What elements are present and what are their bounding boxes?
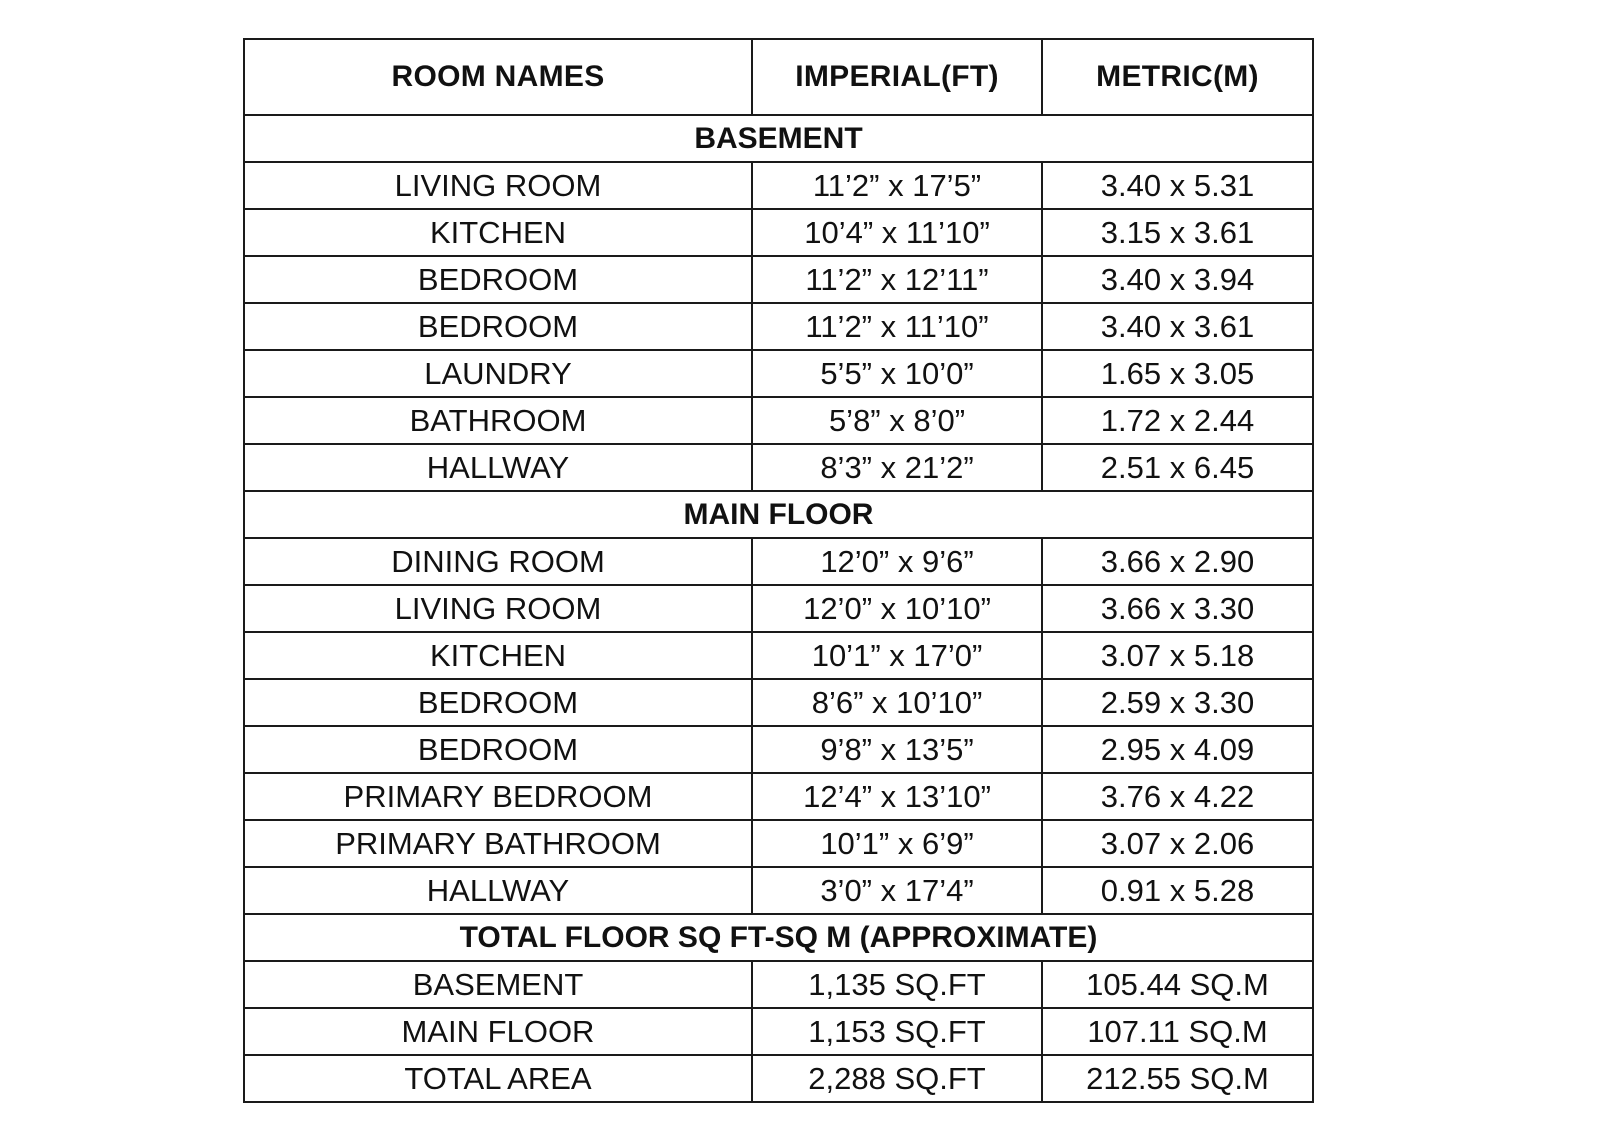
imperial-value: 8’3” x 21’2” (752, 444, 1042, 491)
metric-value: 3.66 x 3.30 (1042, 585, 1313, 632)
header-metric: METRIC(M) (1042, 39, 1313, 115)
area-label: MAIN FLOOR (244, 1008, 752, 1055)
room-dimensions-table (243, 38, 1314, 1103)
table-row (244, 444, 1313, 491)
room-name: PRIMARY BATHROOM (244, 820, 752, 867)
imperial-value: 8’6” x 10’10” (752, 679, 1042, 726)
section-totals (244, 914, 1313, 961)
table-row (244, 679, 1313, 726)
metric-value: 1.65 x 3.05 (1042, 350, 1313, 397)
metric-value: 2.59 x 3.30 (1042, 679, 1313, 726)
imperial-value: 11’2” x 12’11” (752, 256, 1042, 303)
imperial-value: 12’0” x 9’6” (752, 538, 1042, 585)
table-row (244, 256, 1313, 303)
imperial-area: 1,153 SQ.FT (752, 1008, 1042, 1055)
room-name: BEDROOM (244, 256, 752, 303)
metric-value: 1.72 x 2.44 (1042, 397, 1313, 444)
table-row (244, 632, 1313, 679)
table-row (244, 961, 1313, 1008)
room-name: KITCHEN (244, 209, 752, 256)
table-row (244, 1055, 1313, 1102)
room-name: PRIMARY BEDROOM (244, 773, 752, 820)
table-row (244, 1008, 1313, 1055)
table-header (244, 39, 1313, 115)
table-row (244, 303, 1313, 350)
imperial-value: 11’2” x 17’5” (752, 162, 1042, 209)
metric-value: 0.91 x 5.28 (1042, 867, 1313, 914)
metric-area: 107.11 SQ.M (1042, 1008, 1313, 1055)
room-name: BEDROOM (244, 303, 752, 350)
metric-value: 2.51 x 6.45 (1042, 444, 1313, 491)
metric-value: 3.15 x 3.61 (1042, 209, 1313, 256)
imperial-value: 10’1” x 17’0” (752, 632, 1042, 679)
room-name: BEDROOM (244, 726, 752, 773)
room-name: HALLWAY (244, 444, 752, 491)
header-room-names: ROOM NAMES (244, 39, 752, 115)
area-label: BASEMENT (244, 961, 752, 1008)
table-row (244, 726, 1313, 773)
metric-value: 3.07 x 2.06 (1042, 820, 1313, 867)
room-name: BATHROOM (244, 397, 752, 444)
section-basement (244, 115, 1313, 162)
section-title: MAIN FLOOR (244, 491, 1313, 538)
area-label: TOTAL AREA (244, 1055, 752, 1102)
header-row (244, 39, 1313, 115)
imperial-value: 12’4” x 13’10” (752, 773, 1042, 820)
imperial-area: 1,135 SQ.FT (752, 961, 1042, 1008)
table-row (244, 350, 1313, 397)
metric-area: 212.55 SQ.M (1042, 1055, 1313, 1102)
table-row (244, 585, 1313, 632)
imperial-value: 12’0” x 10’10” (752, 585, 1042, 632)
imperial-value: 3’0” x 17’4” (752, 867, 1042, 914)
room-name: LAUNDRY (244, 350, 752, 397)
table-row (244, 162, 1313, 209)
imperial-value: 10’4” x 11’10” (752, 209, 1042, 256)
imperial-value: 5’8” x 8’0” (752, 397, 1042, 444)
metric-value: 3.40 x 3.61 (1042, 303, 1313, 350)
room-name: BEDROOM (244, 679, 752, 726)
imperial-area: 2,288 SQ.FT (752, 1055, 1042, 1102)
metric-value: 2.95 x 4.09 (1042, 726, 1313, 773)
imperial-value: 5’5” x 10’0” (752, 350, 1042, 397)
table-row (244, 867, 1313, 914)
metric-value: 3.40 x 3.94 (1042, 256, 1313, 303)
imperial-value: 10’1” x 6’9” (752, 820, 1042, 867)
header-imperial: IMPERIAL(FT) (752, 39, 1042, 115)
table-row (244, 820, 1313, 867)
table-row (244, 397, 1313, 444)
metric-value: 3.07 x 5.18 (1042, 632, 1313, 679)
room-name: HALLWAY (244, 867, 752, 914)
room-name: LIVING ROOM (244, 585, 752, 632)
section-main-floor (244, 491, 1313, 538)
imperial-value: 9’8” x 13’5” (752, 726, 1042, 773)
metric-value: 3.66 x 2.90 (1042, 538, 1313, 585)
room-name: LIVING ROOM (244, 162, 752, 209)
section-title: BASEMENT (244, 115, 1313, 162)
room-name: DINING ROOM (244, 538, 752, 585)
metric-value: 3.40 x 5.31 (1042, 162, 1313, 209)
table-body (244, 115, 1313, 1102)
metric-area: 105.44 SQ.M (1042, 961, 1313, 1008)
section-title: TOTAL FLOOR SQ FT-SQ M (APPROXIMATE) (244, 914, 1313, 961)
metric-value: 3.76 x 4.22 (1042, 773, 1313, 820)
table-row (244, 209, 1313, 256)
table-row (244, 538, 1313, 585)
table-row (244, 773, 1313, 820)
imperial-value: 11’2” x 11’10” (752, 303, 1042, 350)
room-name: KITCHEN (244, 632, 752, 679)
